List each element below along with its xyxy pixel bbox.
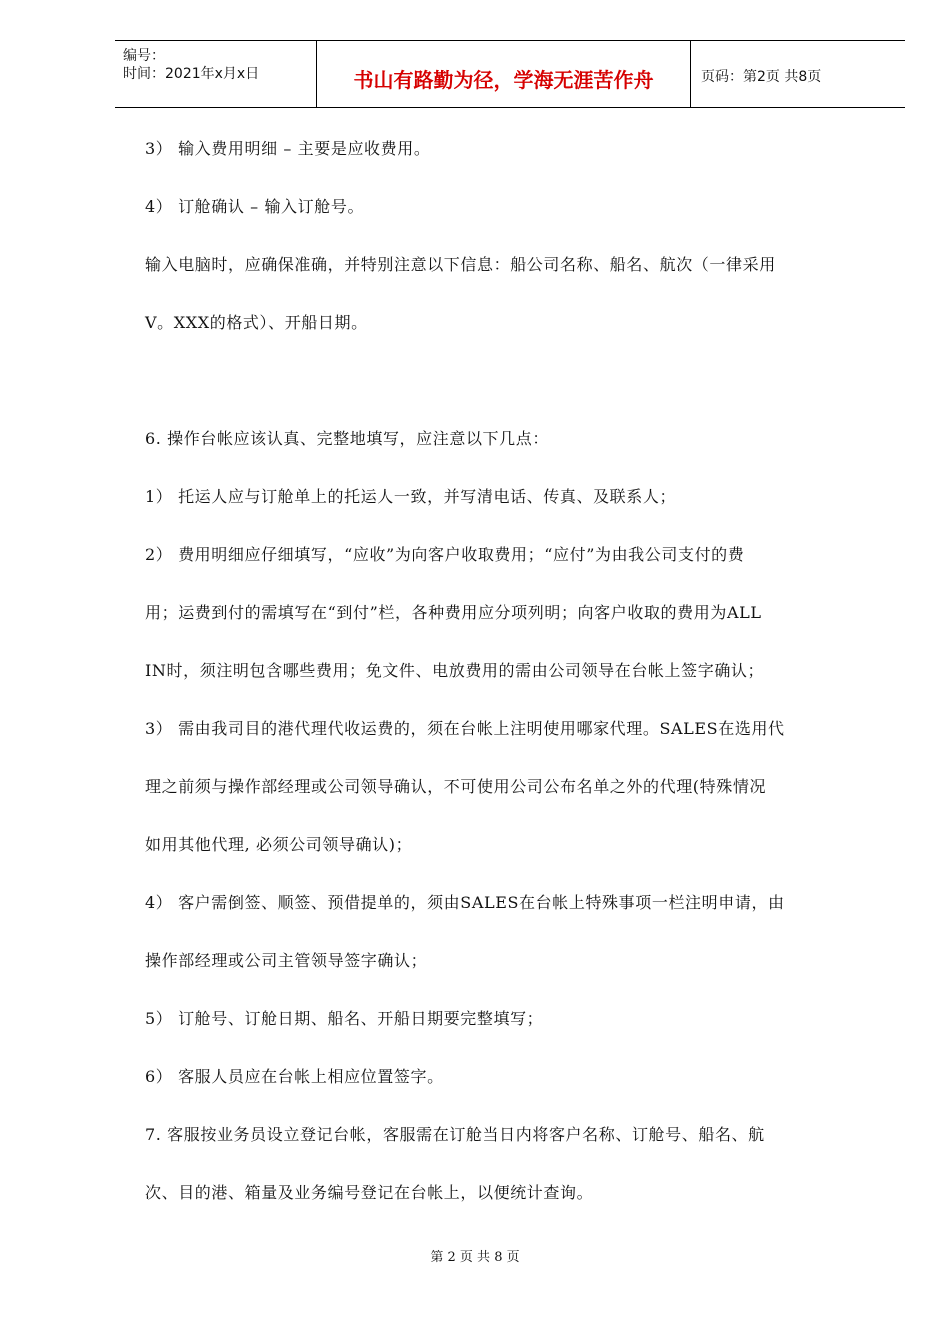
page-footer: 第 2 页 共 8 页 [430, 1250, 520, 1265]
document-number: 编号： [123, 48, 165, 64]
body-line: 3） 需由我司目的港代理代收运费的，须在台帐上注明使用哪家代理。SALES在选用代 [145, 719, 785, 738]
body-line: 用；运费到付的需填写在“到付”栏，各种费用应分项列明；向客户收取的费用为ALL [145, 603, 762, 622]
body-line: 操作部经理或公司主管领导签字确认； [145, 951, 428, 970]
body-line: 6） 客服人员应在台帐上相应位置签字。 [145, 1067, 444, 1086]
document-date: 时间：2021年x月x日 [123, 66, 260, 82]
body-line: 1） 托运人应与订舱单上的托运人一致，并写清电话、传真、及联系人； [145, 487, 677, 506]
body-line: 4） 客户需倒签、顺签、预借提单的，须由SALES在台帐上特殊事项一栏注明申请，由 [145, 893, 785, 912]
paragraph-gap [145, 352, 880, 410]
header-meta [115, 41, 317, 107]
body-line: IN时，须注明包含哪些费用；免文件、电放费用的需由公司领导在台帐上签字确认； [145, 661, 765, 680]
body-line: 7. 客服按业务员设立登记台帐，客服需在订舱当日内将客户名称、订舱号、船名、航 [145, 1125, 765, 1144]
document-body [145, 120, 880, 1222]
body-line: 4） 订舱确认 – 输入订舱号。 [145, 197, 365, 216]
header-slogan: 书山有路勤为径，学海无涯苦作舟 [353, 68, 654, 92]
body-line: 输入电脑时，应确保准确，并特别注意以下信息：船公司名称、船名、航次（一律采用 [145, 255, 776, 274]
body-line: 6. 操作台帐应该认真、完整地填写，应注意以下几点： [145, 429, 549, 448]
header-page-cell [691, 41, 905, 107]
body-line: 5） 订舱号、订舱日期、船名、开船日期要完整填写； [145, 1009, 544, 1028]
body-line: 如用其他代理, 必须公司领导确认)； [145, 835, 413, 854]
page-header [115, 40, 905, 108]
body-line: 2） 费用明细应仔细填写，“应收”为向客户收取费用；“应付”为由我公司支付的费 [145, 545, 745, 564]
header-slogan-cell [317, 41, 691, 107]
body-line: 次、目的港、箱量及业务编号登记在台帐上，以便统计查询。 [145, 1183, 594, 1202]
body-line: V。XXX的格式）、开船日期。 [145, 313, 368, 332]
header-page-info: 页码：第2页 共8页 [701, 69, 822, 85]
body-line: 理之前须与操作部经理或公司领导确认，不可使用公司公布名单之外的代理(特殊情况 [145, 777, 767, 796]
body-line: 3） 输入费用明细 – 主要是应收费用。 [145, 139, 431, 158]
